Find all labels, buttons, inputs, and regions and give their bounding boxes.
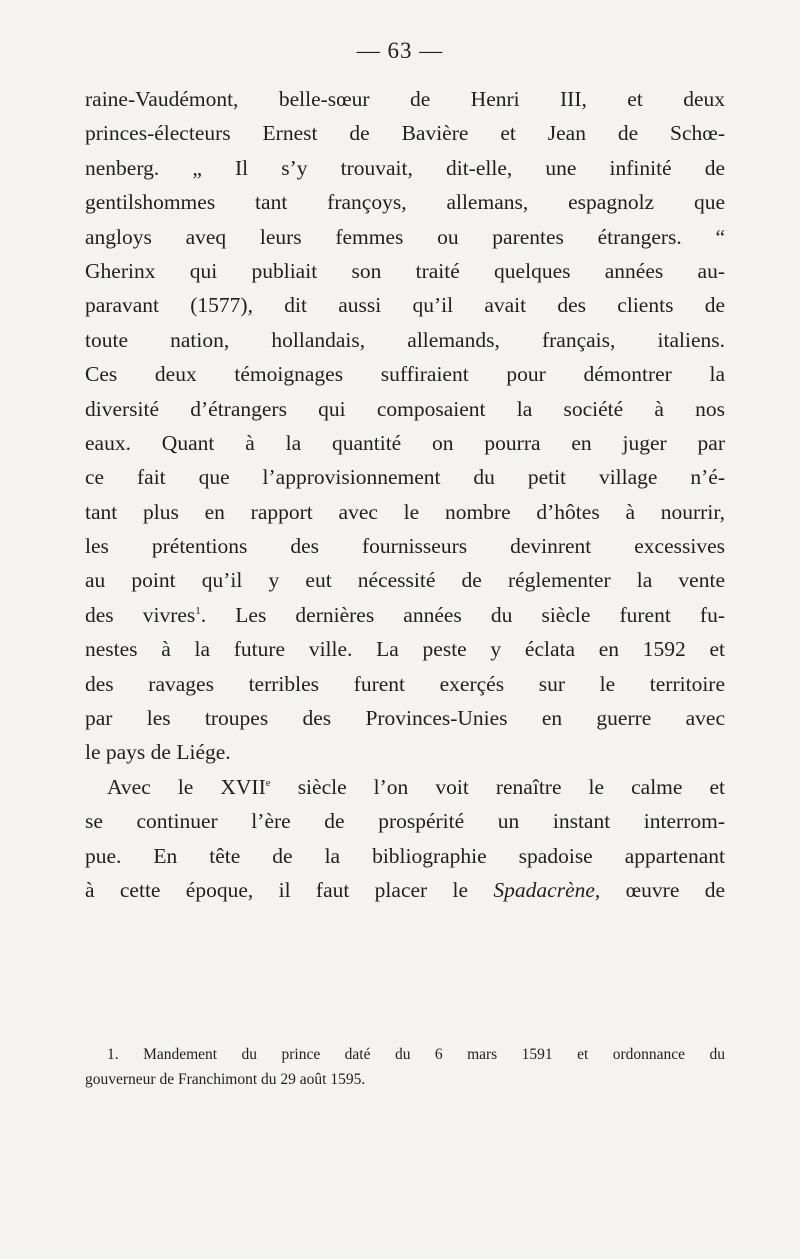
text-line: nestes à la future ville. La peste y éclata en 1592 et	[85, 637, 725, 662]
text-line-with-footnote-ref	[85, 598, 725, 632]
footnote-line: gouverneur de Franchimont du 29 août 1595.	[85, 1071, 366, 1088]
superscript: e	[265, 776, 271, 789]
text-line: angloys aveq leurs femmes ou parentes étrangers. “	[85, 224, 725, 249]
text-line: des ravages terribles furent exerçés sur le territoire	[85, 671, 725, 696]
text-line: ce fait que l’approvisionnement du petit village n’é-	[85, 465, 725, 490]
text-line: toute nation, hollandais, allemands, français, italiens.	[85, 327, 725, 352]
text-segment: des vivres	[85, 602, 196, 627]
text-segment: œuvre de	[600, 877, 725, 902]
text-segment: siècle l’on voit renaître le calme et	[270, 774, 725, 799]
text-line: paravant (1577), dit aussi qu’il avait des clients de	[85, 293, 725, 318]
text-line: pue. En tête de la bibliographie spadoise appartenant	[85, 843, 725, 868]
footnotes	[85, 1042, 725, 1092]
text-line	[85, 873, 725, 907]
footnote-line: 1. Mandement du prince daté du 6 mars 1591 et ordonnance du	[107, 1046, 725, 1063]
text-line: princes-électeurs Ernest de Bavière et Jean de Schœ-	[85, 121, 725, 146]
text-line: diversité d’étrangers qui composaient la société à nos	[85, 396, 725, 421]
text-line: tant plus en rapport avec le nombre d’hôtes à nourrir,	[85, 499, 725, 524]
main-text	[85, 82, 725, 907]
text-line: Gherinx qui publiait son traité quelques années au-	[85, 258, 725, 283]
text-line	[85, 770, 725, 804]
text-line: par les troupes des Provinces-Unies en guerre avec	[85, 706, 725, 731]
text-line: raine-Vaudémont, belle-sœur de Henri III, et deux	[85, 87, 725, 111]
text-segment: à cette époque, il faut placer le	[85, 877, 494, 902]
text-segment: Avec le XVII	[107, 774, 266, 799]
text-line: gentilshommes tant françoys, allemans, espagnolz que	[85, 190, 725, 215]
text-line: Ces deux témoignages suffiraient pour démontrer la	[85, 362, 725, 387]
text-line: le pays de Liége.	[85, 740, 231, 765]
text-line: se continuer l’ère de prospérité un instant interrom-	[85, 809, 725, 834]
footnote-ref: 1	[195, 604, 201, 617]
text-line: eaux. Quant à la quantité on pourra en juger par	[85, 430, 725, 455]
text-line: au point qu’il y eut nécessité de réglementer la vente	[85, 568, 725, 593]
page-number: — 63 —	[356, 38, 444, 63]
text-segment: . Les dernières années du siècle furent fu-	[200, 602, 725, 627]
text-line: nenberg. „ Il s’y trouvait, dit-elle, une infinité de	[85, 155, 725, 180]
book-title: Spadacrène,	[493, 877, 601, 902]
text-line: les prétentions des fournisseurs devinrent excessives	[85, 534, 725, 559]
